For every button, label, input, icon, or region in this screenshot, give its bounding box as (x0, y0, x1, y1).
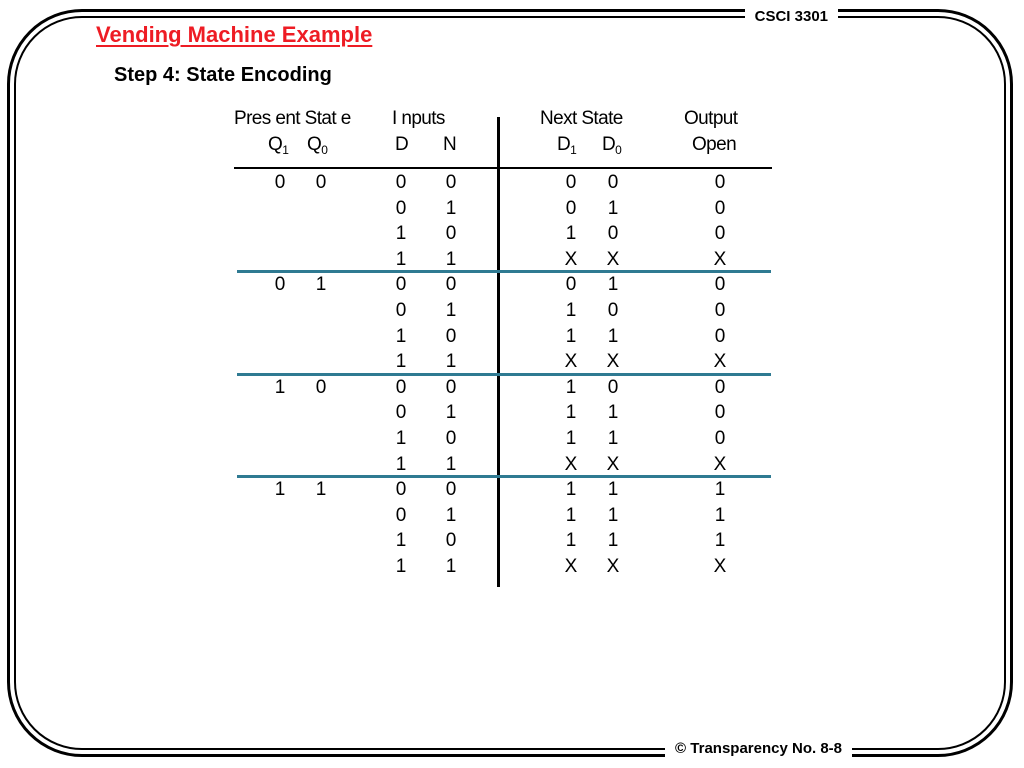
slide-title: Vending Machine Example (96, 22, 373, 47)
transparency-number: © Transparency No. 8-8 (665, 738, 852, 760)
cell-output-open: 0 (714, 223, 726, 245)
cell-next-d0: 0 (607, 223, 619, 245)
cell-input-n: 0 (445, 376, 457, 398)
cell-next-d0: 1 (607, 274, 619, 296)
cell-q0: 0 (315, 376, 327, 398)
cell-next-d0: 1 (607, 479, 619, 501)
cell-input-n: 1 (445, 300, 457, 321)
cell-input-d: 1 (395, 351, 407, 373)
cell-input-n: 0 (445, 428, 457, 449)
header-d: D (395, 134, 409, 155)
header-n: N (443, 134, 457, 155)
cell-next-d1: 0 (565, 197, 577, 219)
cell-output-open: X (713, 556, 727, 577)
cell-input-d: 1 (395, 223, 407, 245)
header-output: Output (684, 108, 738, 129)
cell-output-open: 1 (714, 504, 726, 526)
cell-input-d: 1 (395, 248, 407, 270)
cell-q0: 0 (315, 172, 327, 193)
cell-output-open: 1 (714, 479, 726, 501)
cell-next-d1: X (564, 453, 578, 475)
cell-next-d1: 1 (565, 479, 577, 501)
cell-next-d0: 1 (607, 428, 619, 449)
cell-next-d0: 0 (607, 376, 619, 398)
cell-next-d1: 1 (565, 325, 577, 347)
cell-q1: 0 (274, 274, 286, 296)
cell-next-d0: 1 (607, 504, 619, 526)
cell-input-n: 1 (445, 197, 457, 219)
header-open: Open (692, 134, 737, 155)
cell-next-d1: 1 (565, 428, 577, 449)
cell-next-d1: 0 (565, 172, 577, 193)
cell-output-open: 0 (714, 325, 726, 347)
cell-next-d0: X (606, 556, 620, 577)
cell-next-d1: 1 (565, 300, 577, 321)
cell-input-n: 0 (445, 172, 457, 193)
cell-input-n: 0 (445, 223, 457, 245)
cell-input-n: 0 (445, 479, 457, 501)
cell-next-d1: 1 (565, 376, 577, 398)
cell-q0: 1 (315, 274, 327, 296)
header-d0: $D_0$ (602, 134, 622, 157)
slide-frame-inner (14, 16, 1006, 750)
cell-input-n: 1 (445, 504, 457, 526)
cell-input-d: 1 (395, 530, 407, 552)
cell-input-n: 1 (445, 351, 457, 373)
cell-q0: 1 (315, 479, 327, 501)
cell-output-open: 0 (714, 172, 726, 193)
cell-input-d: 0 (395, 300, 407, 321)
cell-input-d: 0 (395, 479, 407, 501)
cell-next-d1: X (564, 351, 578, 373)
cell-input-n: 0 (445, 325, 457, 347)
cell-input-d: 0 (395, 504, 407, 526)
cell-input-d: 1 (395, 453, 407, 475)
cell-next-d1: 1 (565, 504, 577, 526)
cell-output-open: 0 (714, 376, 726, 398)
cell-output-open: X (713, 248, 727, 270)
group-separator (237, 373, 771, 376)
header-present-state: Pres ent Stat e (234, 108, 351, 129)
header-next-state: Next State (540, 108, 623, 129)
cell-q1: 1 (274, 376, 286, 398)
cell-output-open: 0 (714, 300, 726, 321)
cell-next-d1: X (564, 248, 578, 270)
cell-next-d0: 0 (607, 300, 619, 321)
cell-input-n: 1 (445, 248, 457, 270)
cell-input-d: 0 (395, 197, 407, 219)
group-separator (237, 475, 771, 478)
cell-input-d: 0 (395, 402, 407, 424)
cell-next-d0: 1 (607, 530, 619, 552)
column-divider (497, 117, 500, 587)
cell-output-open: 0 (714, 428, 726, 449)
cell-next-d0: 1 (607, 402, 619, 424)
cell-output-open: X (713, 453, 727, 475)
cell-input-d: 1 (395, 428, 407, 449)
cell-input-d: 0 (395, 172, 407, 193)
cell-next-d1: 1 (565, 223, 577, 245)
cell-input-d: 1 (395, 325, 407, 347)
cell-output-open: X (713, 351, 727, 373)
cell-next-d0: X (606, 453, 620, 475)
cell-next-d1: 1 (565, 402, 577, 424)
group-separator (237, 270, 771, 273)
cell-next-d0: 0 (607, 172, 619, 193)
cell-input-n: 1 (445, 402, 457, 424)
cell-input-d: 1 (395, 556, 407, 577)
cell-q1: 1 (274, 479, 286, 501)
cell-output-open: 0 (714, 402, 726, 424)
header-inputs: I nputs (392, 108, 445, 129)
cell-input-n: 0 (445, 274, 457, 296)
header-d1: $D_1$ (557, 134, 577, 157)
cell-input-n: 1 (445, 556, 457, 577)
course-label: CSCI 3301 (745, 6, 838, 28)
cell-input-d: 0 (395, 274, 407, 296)
cell-q1: 0 (274, 172, 286, 193)
cell-input-n: 0 (445, 530, 457, 552)
cell-input-d: 0 (395, 376, 407, 398)
cell-input-n: 1 (445, 453, 457, 475)
cell-output-open: 0 (714, 197, 726, 219)
header-rule (234, 167, 772, 169)
cell-output-open: 1 (714, 530, 726, 552)
cell-next-d0: X (606, 351, 620, 373)
cell-next-d1: 1 (565, 530, 577, 552)
header-q0: $Q_0$ (307, 134, 328, 157)
cell-next-d1: 0 (565, 274, 577, 296)
cell-output-open: 0 (714, 274, 726, 296)
slide-subtitle: Step 4: State Encoding (114, 64, 332, 86)
cell-next-d0: 1 (607, 197, 619, 219)
cell-next-d0: 1 (607, 325, 619, 347)
cell-next-d1: X (564, 556, 578, 577)
header-q1: $Q_1$ (268, 134, 289, 157)
cell-next-d0: X (606, 248, 620, 270)
